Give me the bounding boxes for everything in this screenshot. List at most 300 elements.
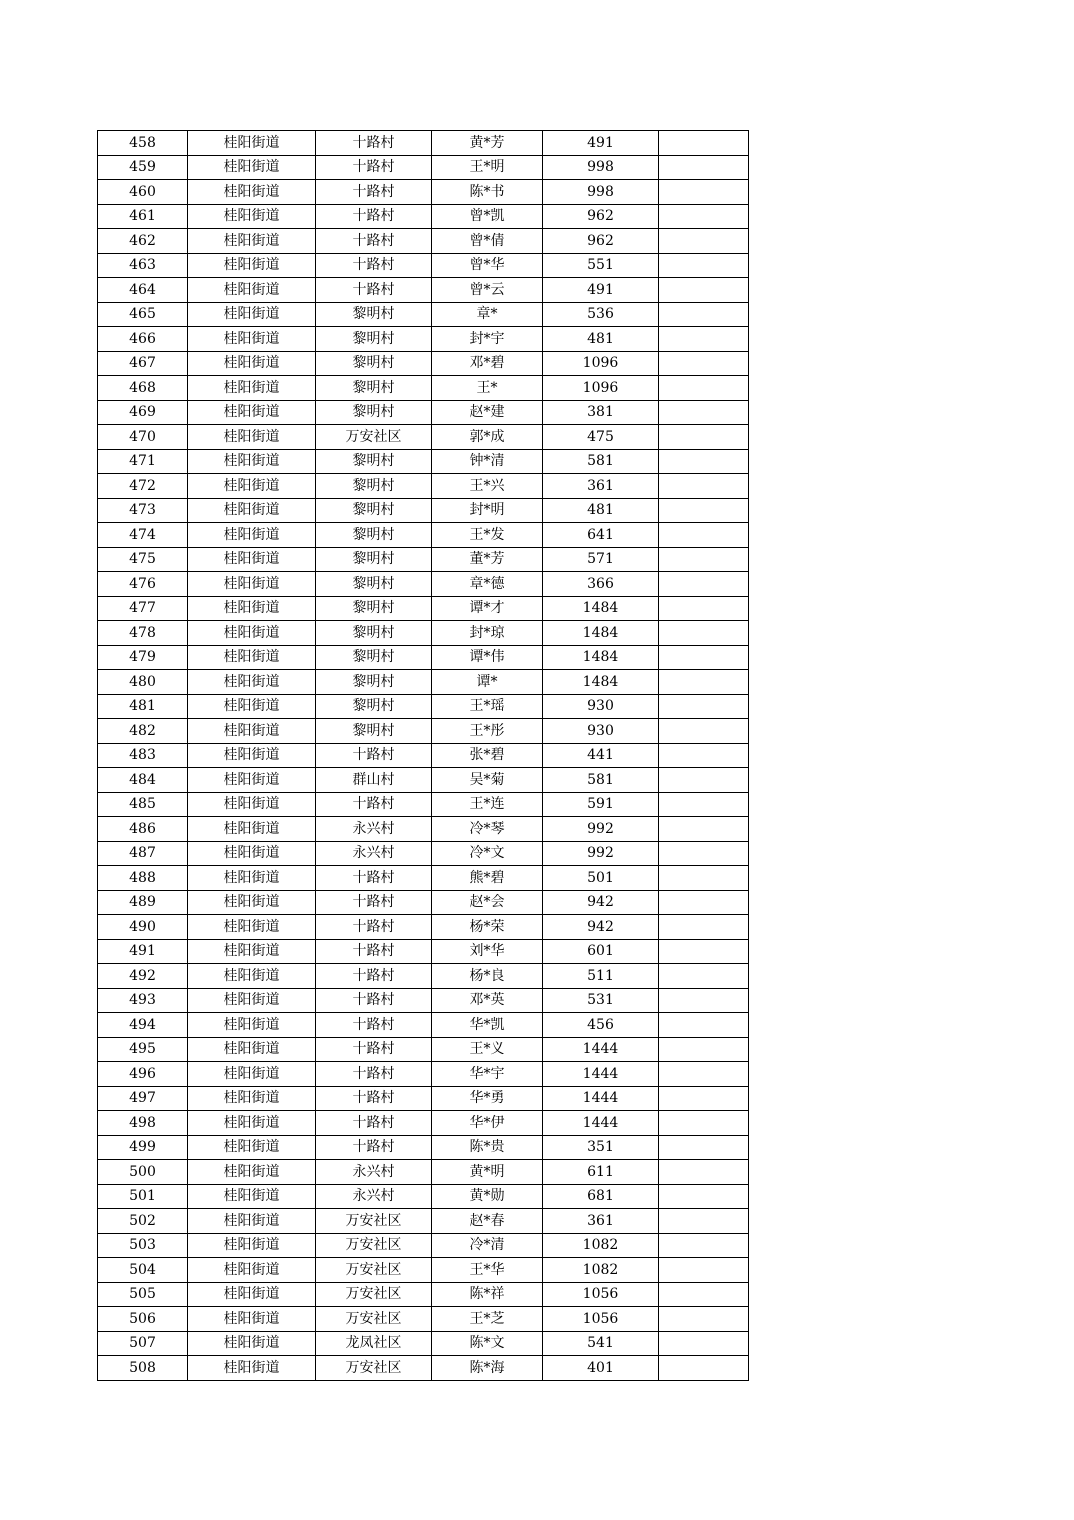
table-row xyxy=(98,498,749,523)
row-number-cell: 466 xyxy=(98,327,188,352)
note-cell xyxy=(659,1111,749,1136)
table-row xyxy=(98,1160,749,1185)
table-row xyxy=(98,1356,749,1381)
row-number-cell: 487 xyxy=(98,841,188,866)
village-cell: 十路村 xyxy=(316,204,432,229)
village-cell: 十路村 xyxy=(316,1111,432,1136)
name-cell: 华*勇 xyxy=(432,1086,543,1111)
note-cell xyxy=(659,327,749,352)
name-cell: 杨*荣 xyxy=(432,915,543,940)
amount-cell: 942 xyxy=(543,915,659,940)
name-cell: 黄*勋 xyxy=(432,1184,543,1209)
row-number-cell: 477 xyxy=(98,596,188,621)
note-cell xyxy=(659,572,749,597)
village-cell: 永兴村 xyxy=(316,1184,432,1209)
table-row xyxy=(98,351,749,376)
street-cell: 桂阳街道 xyxy=(188,155,316,180)
row-number-cell: 482 xyxy=(98,719,188,744)
note-cell xyxy=(659,547,749,572)
table-row xyxy=(98,817,749,842)
note-cell xyxy=(659,1037,749,1062)
village-cell: 黎明村 xyxy=(316,596,432,621)
village-cell: 黎明村 xyxy=(316,670,432,695)
note-cell xyxy=(659,1282,749,1307)
amount-cell: 401 xyxy=(543,1356,659,1381)
amount-cell: 475 xyxy=(543,425,659,450)
row-number-cell: 502 xyxy=(98,1209,188,1234)
note-cell xyxy=(659,400,749,425)
street-cell: 桂阳街道 xyxy=(188,425,316,450)
table-row xyxy=(98,1086,749,1111)
amount-cell: 511 xyxy=(543,964,659,989)
note-cell xyxy=(659,890,749,915)
amount-cell: 611 xyxy=(543,1160,659,1185)
amount-cell: 998 xyxy=(543,155,659,180)
street-cell: 桂阳街道 xyxy=(188,1013,316,1038)
amount-cell: 481 xyxy=(543,327,659,352)
row-number-cell: 460 xyxy=(98,180,188,205)
row-number-cell: 498 xyxy=(98,1111,188,1136)
note-cell xyxy=(659,866,749,891)
note-cell xyxy=(659,964,749,989)
amount-cell: 930 xyxy=(543,694,659,719)
street-cell: 桂阳街道 xyxy=(188,449,316,474)
amount-cell: 1096 xyxy=(543,376,659,401)
street-cell: 桂阳街道 xyxy=(188,645,316,670)
table-row xyxy=(98,474,749,499)
table-row xyxy=(98,988,749,1013)
note-cell xyxy=(659,449,749,474)
amount-cell: 481 xyxy=(543,498,659,523)
row-number-cell: 492 xyxy=(98,964,188,989)
table-row xyxy=(98,1331,749,1356)
street-cell: 桂阳街道 xyxy=(188,474,316,499)
table-row xyxy=(98,645,749,670)
amount-cell: 1444 xyxy=(543,1086,659,1111)
name-cell: 陈*祥 xyxy=(432,1282,543,1307)
name-cell: 郭*成 xyxy=(432,425,543,450)
table-row xyxy=(98,253,749,278)
village-cell: 黎明村 xyxy=(316,621,432,646)
note-cell xyxy=(659,694,749,719)
village-cell: 黎明村 xyxy=(316,449,432,474)
table-row xyxy=(98,523,749,548)
row-number-cell: 480 xyxy=(98,670,188,695)
note-cell xyxy=(659,278,749,303)
name-cell: 王*华 xyxy=(432,1258,543,1283)
street-cell: 桂阳街道 xyxy=(188,1233,316,1258)
village-cell: 永兴村 xyxy=(316,817,432,842)
street-cell: 桂阳街道 xyxy=(188,694,316,719)
table-row xyxy=(98,694,749,719)
street-cell: 桂阳街道 xyxy=(188,964,316,989)
street-cell: 桂阳街道 xyxy=(188,1086,316,1111)
street-cell: 桂阳街道 xyxy=(188,915,316,940)
data-table xyxy=(97,130,749,1381)
street-cell: 桂阳街道 xyxy=(188,621,316,646)
row-number-cell: 508 xyxy=(98,1356,188,1381)
amount-cell: 361 xyxy=(543,474,659,499)
amount-cell: 1056 xyxy=(543,1307,659,1332)
note-cell xyxy=(659,743,749,768)
amount-cell: 1056 xyxy=(543,1282,659,1307)
table-row xyxy=(98,278,749,303)
street-cell: 桂阳街道 xyxy=(188,498,316,523)
name-cell: 王*义 xyxy=(432,1037,543,1062)
street-cell: 桂阳街道 xyxy=(188,1307,316,1332)
name-cell: 王*明 xyxy=(432,155,543,180)
table-row xyxy=(98,400,749,425)
name-cell: 华*伊 xyxy=(432,1111,543,1136)
name-cell: 王*发 xyxy=(432,523,543,548)
amount-cell: 1444 xyxy=(543,1037,659,1062)
amount-cell: 1096 xyxy=(543,351,659,376)
row-number-cell: 479 xyxy=(98,645,188,670)
amount-cell: 501 xyxy=(543,866,659,891)
village-cell: 黎明村 xyxy=(316,376,432,401)
street-cell: 桂阳街道 xyxy=(188,817,316,842)
street-cell: 桂阳街道 xyxy=(188,841,316,866)
row-number-cell: 468 xyxy=(98,376,188,401)
village-cell: 万安社区 xyxy=(316,1282,432,1307)
table-row xyxy=(98,964,749,989)
street-cell: 桂阳街道 xyxy=(188,890,316,915)
note-cell xyxy=(659,939,749,964)
street-cell: 桂阳街道 xyxy=(188,988,316,1013)
amount-cell: 962 xyxy=(543,229,659,254)
street-cell: 桂阳街道 xyxy=(188,278,316,303)
name-cell: 杨*良 xyxy=(432,964,543,989)
amount-cell: 491 xyxy=(543,278,659,303)
amount-cell: 641 xyxy=(543,523,659,548)
amount-cell: 1082 xyxy=(543,1233,659,1258)
street-cell: 桂阳街道 xyxy=(188,670,316,695)
name-cell: 陈*贵 xyxy=(432,1135,543,1160)
row-number-cell: 494 xyxy=(98,1013,188,1038)
village-cell: 十路村 xyxy=(316,890,432,915)
table-row xyxy=(98,1282,749,1307)
amount-cell: 681 xyxy=(543,1184,659,1209)
village-cell: 十路村 xyxy=(316,939,432,964)
name-cell: 赵*春 xyxy=(432,1209,543,1234)
village-cell: 黎明村 xyxy=(316,694,432,719)
row-number-cell: 459 xyxy=(98,155,188,180)
street-cell: 桂阳街道 xyxy=(188,327,316,352)
table-row xyxy=(98,327,749,352)
note-cell xyxy=(659,376,749,401)
street-cell: 桂阳街道 xyxy=(188,1111,316,1136)
village-cell: 十路村 xyxy=(316,229,432,254)
name-cell: 王*瑶 xyxy=(432,694,543,719)
note-cell xyxy=(659,988,749,1013)
name-cell: 邓*英 xyxy=(432,988,543,1013)
note-cell xyxy=(659,645,749,670)
street-cell: 桂阳街道 xyxy=(188,1209,316,1234)
note-cell xyxy=(659,425,749,450)
note-cell xyxy=(659,1135,749,1160)
row-number-cell: 496 xyxy=(98,1062,188,1087)
village-cell: 十路村 xyxy=(316,1062,432,1087)
row-number-cell: 478 xyxy=(98,621,188,646)
note-cell xyxy=(659,474,749,499)
village-cell: 十路村 xyxy=(316,278,432,303)
name-cell: 封*明 xyxy=(432,498,543,523)
village-cell: 十路村 xyxy=(316,1135,432,1160)
village-cell: 永兴村 xyxy=(316,841,432,866)
table-row xyxy=(98,155,749,180)
row-number-cell: 497 xyxy=(98,1086,188,1111)
village-cell: 永兴村 xyxy=(316,1160,432,1185)
table-row xyxy=(98,425,749,450)
note-cell xyxy=(659,1307,749,1332)
name-cell: 章* xyxy=(432,302,543,327)
amount-cell: 962 xyxy=(543,204,659,229)
table-row xyxy=(98,621,749,646)
row-number-cell: 476 xyxy=(98,572,188,597)
note-cell xyxy=(659,670,749,695)
name-cell: 刘*华 xyxy=(432,939,543,964)
table-row xyxy=(98,1233,749,1258)
amount-cell: 591 xyxy=(543,792,659,817)
village-cell: 万安社区 xyxy=(316,1307,432,1332)
amount-cell: 531 xyxy=(543,988,659,1013)
village-cell: 万安社区 xyxy=(316,1209,432,1234)
name-cell: 华*宇 xyxy=(432,1062,543,1087)
amount-cell: 942 xyxy=(543,890,659,915)
village-cell: 十路村 xyxy=(316,131,432,156)
village-cell: 黎明村 xyxy=(316,302,432,327)
village-cell: 龙凤社区 xyxy=(316,1331,432,1356)
table-row xyxy=(98,1062,749,1087)
street-cell: 桂阳街道 xyxy=(188,1160,316,1185)
table-row xyxy=(98,719,749,744)
table-row xyxy=(98,743,749,768)
amount-cell: 571 xyxy=(543,547,659,572)
village-cell: 十路村 xyxy=(316,1013,432,1038)
amount-cell: 992 xyxy=(543,817,659,842)
table-row xyxy=(98,1307,749,1332)
table-row xyxy=(98,180,749,205)
amount-cell: 992 xyxy=(543,841,659,866)
name-cell: 封*宇 xyxy=(432,327,543,352)
table-row xyxy=(98,1209,749,1234)
name-cell: 王*兴 xyxy=(432,474,543,499)
table-row xyxy=(98,1037,749,1062)
table-row xyxy=(98,939,749,964)
street-cell: 桂阳街道 xyxy=(188,743,316,768)
note-cell xyxy=(659,1086,749,1111)
name-cell: 董*芳 xyxy=(432,547,543,572)
row-number-cell: 473 xyxy=(98,498,188,523)
street-cell: 桂阳街道 xyxy=(188,866,316,891)
name-cell: 王*连 xyxy=(432,792,543,817)
table-row xyxy=(98,547,749,572)
street-cell: 桂阳街道 xyxy=(188,719,316,744)
note-cell xyxy=(659,1062,749,1087)
amount-cell: 930 xyxy=(543,719,659,744)
note-cell xyxy=(659,621,749,646)
row-number-cell: 490 xyxy=(98,915,188,940)
street-cell: 桂阳街道 xyxy=(188,1356,316,1381)
street-cell: 桂阳街道 xyxy=(188,1037,316,1062)
name-cell: 吴*菊 xyxy=(432,768,543,793)
name-cell: 曾*云 xyxy=(432,278,543,303)
amount-cell: 491 xyxy=(543,131,659,156)
village-cell: 黎明村 xyxy=(316,523,432,548)
village-cell: 黎明村 xyxy=(316,572,432,597)
note-cell xyxy=(659,719,749,744)
amount-cell: 1484 xyxy=(543,670,659,695)
village-cell: 万安社区 xyxy=(316,425,432,450)
street-cell: 桂阳街道 xyxy=(188,768,316,793)
note-cell xyxy=(659,817,749,842)
street-cell: 桂阳街道 xyxy=(188,204,316,229)
note-cell xyxy=(659,841,749,866)
village-cell: 黎明村 xyxy=(316,327,432,352)
village-cell: 黎明村 xyxy=(316,498,432,523)
name-cell: 陈*文 xyxy=(432,1331,543,1356)
note-cell xyxy=(659,1331,749,1356)
amount-cell: 381 xyxy=(543,400,659,425)
village-cell: 万安社区 xyxy=(316,1233,432,1258)
name-cell: 冷*琴 xyxy=(432,817,543,842)
row-number-cell: 488 xyxy=(98,866,188,891)
village-cell: 十路村 xyxy=(316,1086,432,1111)
name-cell: 黄*芳 xyxy=(432,131,543,156)
amount-cell: 366 xyxy=(543,572,659,597)
street-cell: 桂阳街道 xyxy=(188,376,316,401)
name-cell: 冷*清 xyxy=(432,1233,543,1258)
row-number-cell: 505 xyxy=(98,1282,188,1307)
table-row xyxy=(98,596,749,621)
amount-cell: 998 xyxy=(543,180,659,205)
row-number-cell: 493 xyxy=(98,988,188,1013)
name-cell: 谭*才 xyxy=(432,596,543,621)
name-cell: 谭* xyxy=(432,670,543,695)
table-row xyxy=(98,131,749,156)
amount-cell: 536 xyxy=(543,302,659,327)
street-cell: 桂阳街道 xyxy=(188,523,316,548)
name-cell: 章*德 xyxy=(432,572,543,597)
table-row xyxy=(98,572,749,597)
street-cell: 桂阳街道 xyxy=(188,180,316,205)
table-row xyxy=(98,1111,749,1136)
note-cell xyxy=(659,498,749,523)
village-cell: 万安社区 xyxy=(316,1258,432,1283)
note-cell xyxy=(659,1160,749,1185)
amount-cell: 541 xyxy=(543,1331,659,1356)
row-number-cell: 485 xyxy=(98,792,188,817)
street-cell: 桂阳街道 xyxy=(188,131,316,156)
amount-cell: 601 xyxy=(543,939,659,964)
village-cell: 黎明村 xyxy=(316,351,432,376)
name-cell: 黄*明 xyxy=(432,1160,543,1185)
note-cell xyxy=(659,1209,749,1234)
row-number-cell: 461 xyxy=(98,204,188,229)
table-row xyxy=(98,204,749,229)
street-cell: 桂阳街道 xyxy=(188,596,316,621)
row-number-cell: 458 xyxy=(98,131,188,156)
street-cell: 桂阳街道 xyxy=(188,547,316,572)
name-cell: 曾*华 xyxy=(432,253,543,278)
name-cell: 张*碧 xyxy=(432,743,543,768)
name-cell: 钟*清 xyxy=(432,449,543,474)
note-cell xyxy=(659,180,749,205)
street-cell: 桂阳街道 xyxy=(188,1184,316,1209)
table-row xyxy=(98,890,749,915)
street-cell: 桂阳街道 xyxy=(188,253,316,278)
note-cell xyxy=(659,131,749,156)
table-row xyxy=(98,915,749,940)
street-cell: 桂阳街道 xyxy=(188,351,316,376)
row-number-cell: 467 xyxy=(98,351,188,376)
name-cell: 封*琼 xyxy=(432,621,543,646)
note-cell xyxy=(659,302,749,327)
note-cell xyxy=(659,1258,749,1283)
name-cell: 邓*碧 xyxy=(432,351,543,376)
note-cell xyxy=(659,1184,749,1209)
row-number-cell: 507 xyxy=(98,1331,188,1356)
amount-cell: 361 xyxy=(543,1209,659,1234)
amount-cell: 456 xyxy=(543,1013,659,1038)
note-cell xyxy=(659,155,749,180)
name-cell: 冷*文 xyxy=(432,841,543,866)
note-cell xyxy=(659,768,749,793)
amount-cell: 441 xyxy=(543,743,659,768)
row-number-cell: 463 xyxy=(98,253,188,278)
note-cell xyxy=(659,523,749,548)
village-cell: 十路村 xyxy=(316,253,432,278)
name-cell: 陈*书 xyxy=(432,180,543,205)
village-cell: 十路村 xyxy=(316,964,432,989)
name-cell: 王*彤 xyxy=(432,719,543,744)
row-number-cell: 462 xyxy=(98,229,188,254)
table-row xyxy=(98,670,749,695)
amount-cell: 1082 xyxy=(543,1258,659,1283)
row-number-cell: 472 xyxy=(98,474,188,499)
amount-cell: 581 xyxy=(543,449,659,474)
table-row xyxy=(98,302,749,327)
table-row xyxy=(98,841,749,866)
row-number-cell: 503 xyxy=(98,1233,188,1258)
street-cell: 桂阳街道 xyxy=(188,572,316,597)
name-cell: 赵*会 xyxy=(432,890,543,915)
name-cell: 陈*海 xyxy=(432,1356,543,1381)
table-row xyxy=(98,1135,749,1160)
table-row xyxy=(98,229,749,254)
village-cell: 黎明村 xyxy=(316,547,432,572)
street-cell: 桂阳街道 xyxy=(188,229,316,254)
name-cell: 谭*伟 xyxy=(432,645,543,670)
note-cell xyxy=(659,596,749,621)
row-number-cell: 471 xyxy=(98,449,188,474)
row-number-cell: 464 xyxy=(98,278,188,303)
name-cell: 曾*倩 xyxy=(432,229,543,254)
table-row xyxy=(98,1258,749,1283)
row-number-cell: 506 xyxy=(98,1307,188,1332)
note-cell xyxy=(659,1356,749,1381)
note-cell xyxy=(659,229,749,254)
amount-cell: 1484 xyxy=(543,621,659,646)
table-row xyxy=(98,768,749,793)
table-row xyxy=(98,449,749,474)
village-cell: 十路村 xyxy=(316,866,432,891)
village-cell: 黎明村 xyxy=(316,474,432,499)
row-number-cell: 500 xyxy=(98,1160,188,1185)
row-number-cell: 489 xyxy=(98,890,188,915)
row-number-cell: 501 xyxy=(98,1184,188,1209)
village-cell: 群山村 xyxy=(316,768,432,793)
